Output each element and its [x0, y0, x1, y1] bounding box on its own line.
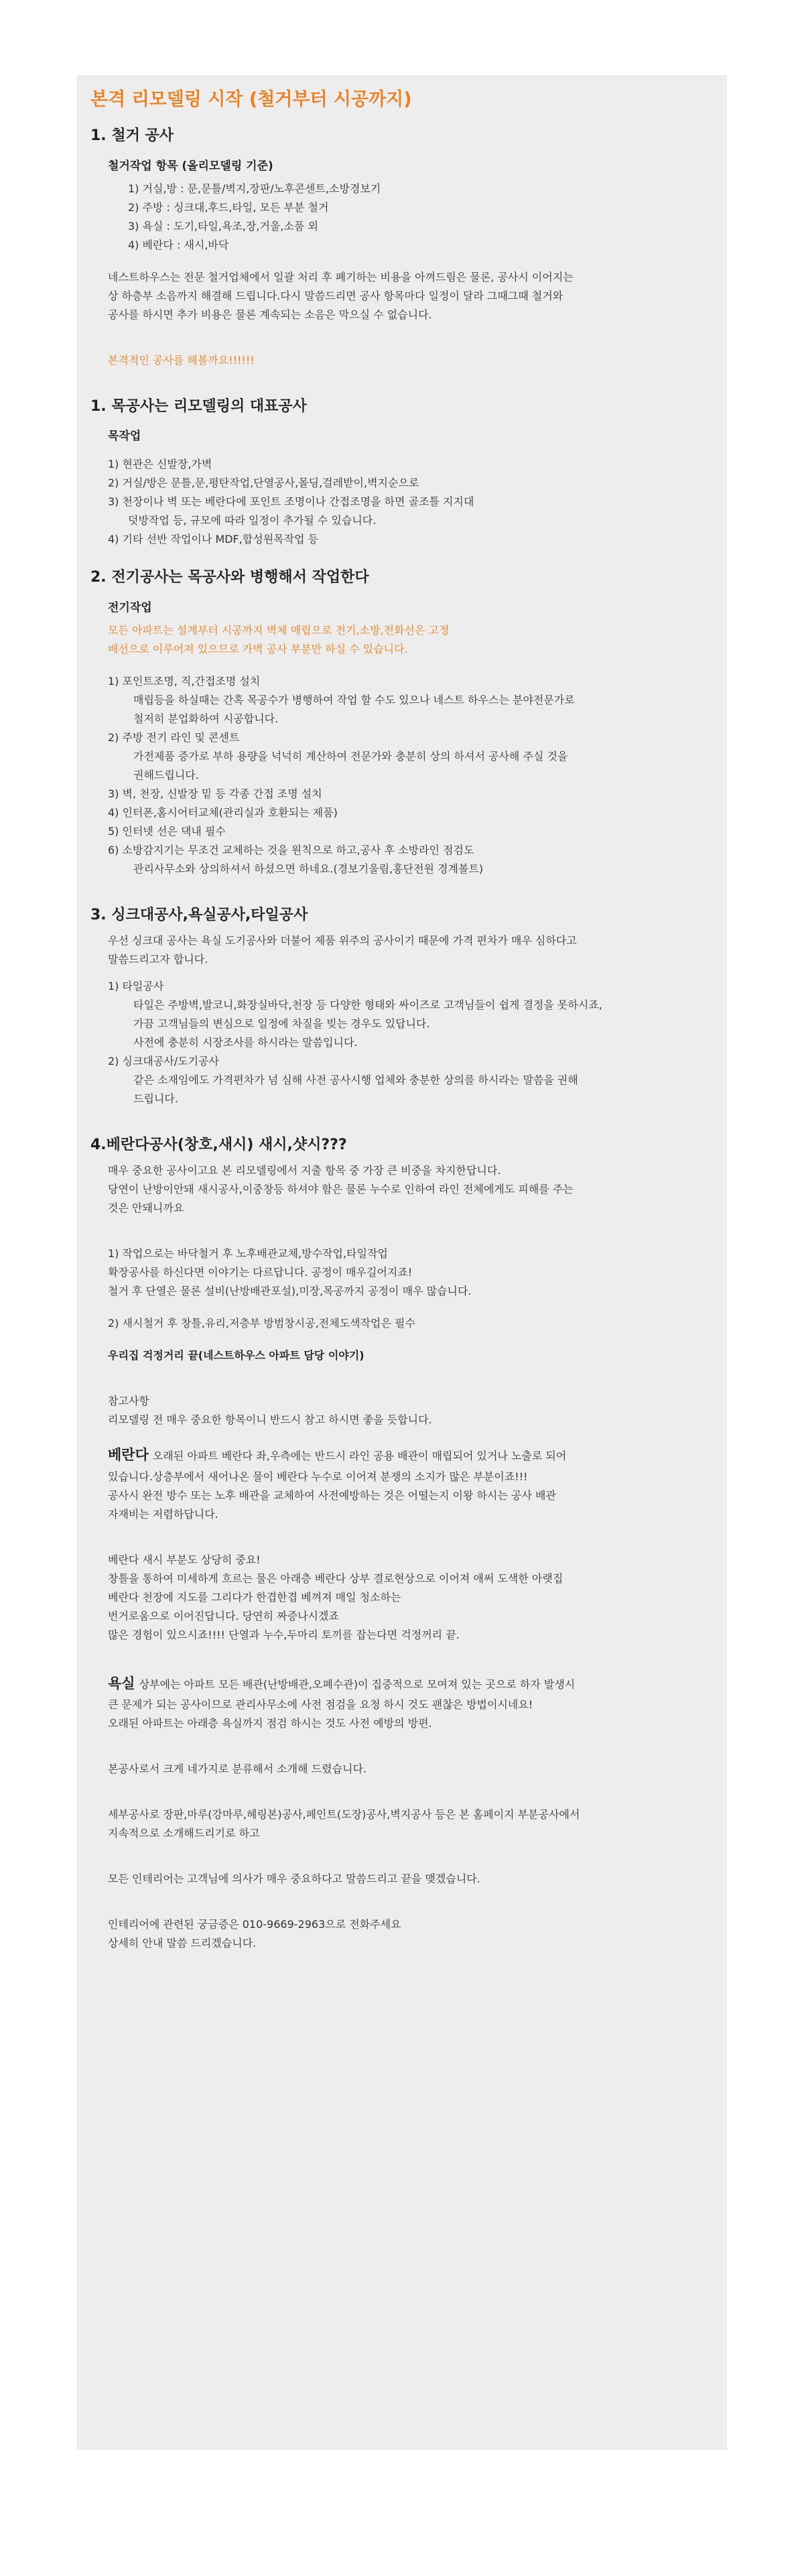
section-heading: 2. 전기공사는 목공사와 병행해서 작업한다: [90, 569, 369, 586]
list-item: 4) 인터폰,홈시어터교체(관리실과 호환되는 제품): [108, 806, 338, 820]
notice-line: 모든 아파트는 설계부터 시공까지 벽체 매립으로 전기,소방,전화선은 고정: [108, 624, 450, 637]
bath-label: 욕실: [108, 1675, 135, 1691]
paragraph-line: [108, 1671, 714, 1696]
paragraph-line: 철거 후 단열은 물론 설비(난방배관포설),미장,목공까지 공정이 매우 많습니다.: [108, 1284, 472, 1297]
paragraph-line: 당연이 난방이안돼 새시공사,이중창등 하셔야 함은 물론 누수로 인하여 라인 전체에게도 피해를 주는: [108, 1182, 574, 1196]
section-sink-bath-tile: [90, 905, 714, 1108]
list-item: 1) 포인트조명, 직,간접조명 설치: [108, 675, 261, 688]
paragraph-line: 참고사항: [108, 1394, 149, 1407]
paragraph-line: 확장공사를 하신다면 이야기는 다르답니다. 공정이 매우길어지죠!: [108, 1265, 413, 1279]
section-carpentry: [90, 397, 714, 550]
list-item: 4) 기타 선반 작업이나 MDF,합성원목작업 등: [108, 533, 319, 546]
section-heading: 4.베란다공사(창호,새시) 새시,샷시???: [90, 1136, 347, 1153]
paragraph-line: 세부공사로 장판,마루(강마루,헤링본)공사,페인트(도장)공사,벽지공사 등은 본 홈페이지 부분공사에서: [108, 1808, 580, 1821]
contact-line: 인테리어에 관련된 궁금증은 010-9669-2963으로 전화주세요: [108, 1918, 401, 1931]
paragraph-line: 많은 경험이 있으시죠!!!! 단열과 누수,두마리 토끼를 잡는다면 걱정꺼리 끝.: [108, 1628, 460, 1641]
paragraph-line: 리모델링 전 매우 중요한 항목이니 반드시 참고 하시면 좋을 듯합니다.: [108, 1413, 432, 1426]
list-item: 6) 소방감지기는 무조건 교체하는 것을 원칙으로 하고,공사 후 소방라인 점검도: [108, 844, 474, 857]
paragraph-text: 오래된 아파트 베란다 좌,우측에는 반드시 라인 공용 배관이 매립되어 있거나 노출로 되어: [152, 1449, 567, 1462]
section-demolition: [90, 126, 714, 370]
list-item: 5) 인터넷 선은 댁내 필수: [108, 825, 226, 838]
subheading: 전기작업: [108, 601, 152, 615]
paragraph-line: 말씀드리고자 합니다.: [108, 952, 208, 966]
section-heading: 1. 철거 공사: [90, 127, 174, 144]
paragraph-line: 1) 작업으로는 바닥철거 후 노후배관교체,방수작업,타일작업: [108, 1246, 388, 1260]
list-item: 2) 싱크대공사/도기공사: [108, 1054, 220, 1068]
paragraph-line: 상 하층부 소음까지 해결해 드립니다.다시 말씀드리면 공사 항목마다 일정이 달라 그때그때 철거와: [108, 289, 563, 302]
paragraph-line: 베란다 새시 부분도 상당히 중요!: [108, 1553, 261, 1566]
subheading: 목작업: [108, 430, 141, 444]
section-heading: 1. 목공사는 리모델링의 대표공사: [90, 397, 307, 415]
paragraph-line: 모든 인테리어는 고객님에 의사가 매우 중요하다고 말씀드리고 끝을 맺겠습니다.: [108, 1872, 480, 1886]
page-title: 본격 리모델링 시작 (철거부터 시공까지): [90, 89, 412, 110]
section-electrical: [90, 568, 714, 879]
list-item: 3) 천장이나 벽 또는 베란다에 포인트 조명이나 간접조명을 하면 골조틀 지지대: [108, 495, 474, 509]
paragraph-line: 공사를 하시면 추가 비용은 물론 계속되는 소음은 막으실 수 없습니다.: [108, 308, 432, 321]
paragraph-line: 큰 문제가 되는 공사이므로 관리사무소에 사전 점검을 요청 하시 것도 괜찮은 방법이시네요!: [108, 1698, 533, 1712]
paragraph-line: 2) 새시철거 후 창틀,유리,저층부 방범창시공,전체도색작업은 필수: [108, 1316, 415, 1330]
list-item: 사전에 충분히 시장조사를 하시라는 말씀입니다.: [133, 1035, 358, 1049]
paragraph-line: 오래된 아파트는 아래층 욕실까지 점검 하시는 것도 사전 예방의 방편.: [108, 1717, 432, 1730]
subheading: 철거작업 항목 (올리모델링 기준): [108, 159, 273, 173]
list-item: 같은 소재임에도 가격편차가 넘 심해 사전 공사시행 업체와 충분한 상의를 하시라는 말씀을 권해: [133, 1073, 578, 1086]
list-item: 가전제품 증가로 부하 용량을 넉넉히 계산하여 전문가와 충분히 상의 하셔서 공사해 주실 것을: [133, 750, 568, 763]
paragraph-line: 것은 안돼니까요: [108, 1201, 184, 1214]
worry-heading: 우리집 걱정거리 끝(네스트하우스 아파트 담당 이야기): [108, 1348, 364, 1362]
section-veranda: [90, 1135, 714, 1953]
list-item: 매립등을 하실때는 간혹 목공수가 병행하여 작업 할 수도 있으나 네스트 하우스는 분야전문가로: [133, 694, 575, 707]
list-item: 4) 베란다 : 새시,바닥: [128, 238, 229, 251]
list-item: 1) 타일공사: [108, 979, 164, 992]
paragraph-line: 자재비는 저렴하답니다.: [108, 1507, 218, 1521]
list-item: 3) 욕실 : 도기,타일,욕조,장,거울,소품 외: [128, 219, 318, 233]
paragraph-line: 네스트하우스는 전문 철거업체에서 일괄 처리 후 폐기하는 비용을 아껴드림은 물론, 공사시 이어지는: [108, 270, 574, 283]
paragraph-line: 우선 싱크대 공사는 욕실 도기공사와 더불어 제품 위주의 공사이기 때문에 가격 편차가 매우 심하다고: [108, 933, 577, 947]
paragraph-line: 매우 중요한 공사이고요 본 리모델링에서 지출 항목 중 가장 큰 비중을 차지한답니다.: [108, 1163, 501, 1177]
paragraph-line: 공사시 완전 방수 또는 노후 배관을 교체하여 사전예방하는 것은 어떨는지 이왕 하시는 공사 배관: [108, 1488, 556, 1502]
list-item: 1) 거실,방 : 문,문틀/벽지,장판/노후콘센트,소방경보기: [128, 182, 381, 195]
paragraph-line: 본공사로서 크게 네가지로 분류해서 소개해 드렸습니다.: [108, 1762, 367, 1776]
paragraph-line: [108, 1443, 714, 1468]
paragraph-line: 베란다 천장에 지도를 그리다가 한겹한겹 베껴져 매일 청소하는: [108, 1590, 401, 1604]
list-item: 2) 주방 : 싱크대,후드,타일, 모든 부분 철거: [128, 200, 329, 214]
list-item: 권해드립니다.: [133, 769, 199, 782]
paragraph-text: 상부에는 아파트 모든 배관(난방배관,오폐수관)이 집중적으로 모여져 있는 곳으로 하자 발생시: [139, 1677, 576, 1691]
paragraph-line: 번거로움으로 이어진답니다. 당연히 짜증나시겠죠: [108, 1609, 339, 1622]
list-item: 타일은 주방벽,발코니,화장실바닥,천장 등 다양한 형태와 싸이즈로 고객님들이 쉽게 결정을 못하시죠,: [133, 998, 602, 1011]
paragraph-line: 지속적으로 소개해드리기로 하고: [108, 1827, 260, 1840]
list-item: 덧방작업 등, 규모에 따라 일정이 추가될 수 있습니다.: [128, 514, 377, 527]
list-item: 3) 벽, 천장, 신발장 밑 등 각종 간접 조명 설치: [108, 787, 322, 801]
content-panel: [77, 75, 727, 2450]
paragraph-line: 창틀을 통하여 미세하게 흐르는 물은 아래층 베란다 상부 결로현상으로 이어져 애써 도색한 아랫집: [108, 1571, 563, 1585]
list-item: 드립니다.: [133, 1092, 178, 1105]
list-item: 가끔 고객님들의 변심으로 일정에 차질을 빚는 경우도 있답니다.: [133, 1017, 430, 1030]
list-item: 2) 거실/방은 문틀,문,평탄작업,단열공사,몰딩,걸레받이,벽지순으로: [108, 476, 419, 490]
section-heading: 3. 싱크대공사,욕실공사,타일공사: [90, 907, 308, 924]
cta-text: 본격적인 공사를 해볼까요!!!!!!: [108, 353, 255, 367]
notice-line: 배선으로 이루어져 있으므로 가벽 공사 부분만 하실 수 있습니다.: [108, 643, 408, 656]
list-item: 1) 현관은 신발장,가벽: [108, 458, 212, 471]
veranda-label: 베란다: [108, 1446, 149, 1463]
paragraph-line: 있습니다.상층부에서 새어나온 물이 베란다 누수로 이어져 분쟁의 소지가 많은 부분이죠!!!: [108, 1470, 528, 1483]
list-item: 2) 주방 전기 라인 및 콘센트: [108, 731, 240, 745]
list-item: 관리사무소와 상의하셔서 하셨으면 하네요.(경보기울림,홍단전원 경계볼트): [133, 862, 484, 876]
contact-line: 상세히 안내 말씀 드리겠습니다.: [108, 1937, 257, 1950]
list-item: 철저히 분업화하여 시공합니다.: [133, 712, 279, 726]
